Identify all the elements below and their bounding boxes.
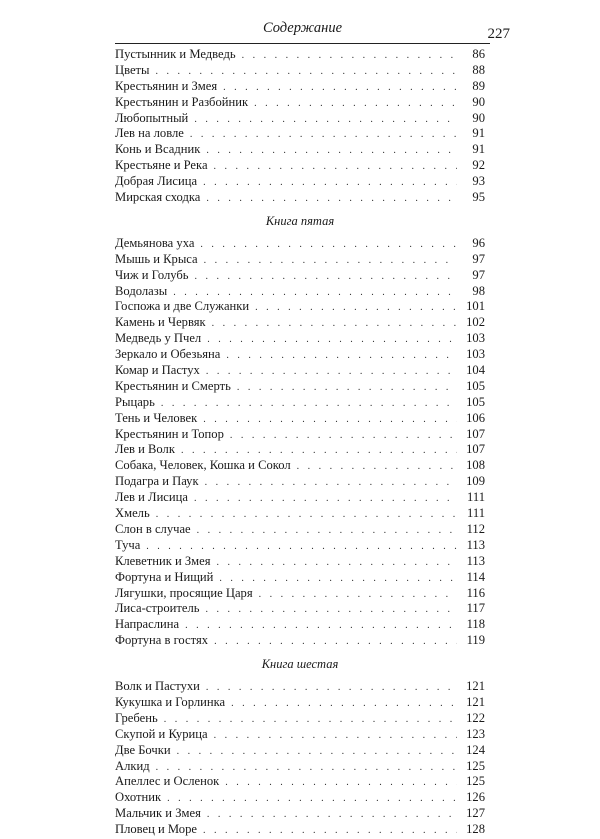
dot-leader — [237, 380, 457, 396]
toc-entry — [115, 711, 485, 727]
toc-entry — [115, 458, 485, 474]
toc-entry-page: 90 — [472, 94, 485, 109]
toc-entry — [115, 158, 485, 174]
toc-entry-page: 121 — [466, 679, 485, 694]
dot-leader — [190, 127, 457, 143]
toc-entry-title: Конь и Всадник — [115, 142, 201, 157]
toc-entry-page: 96 — [472, 235, 485, 250]
toc-entry-page: 95 — [472, 190, 485, 205]
toc-entry-page: 93 — [472, 174, 485, 189]
contents-title: Содержание — [262, 20, 343, 36]
toc-entry — [115, 554, 485, 570]
toc-entry-page: 103 — [466, 331, 485, 346]
toc-entry-page: 109 — [466, 474, 485, 489]
toc-entry — [115, 347, 485, 363]
dot-leader — [297, 459, 457, 475]
toc-entry-title: Фортуна в гостях — [115, 633, 209, 648]
toc-entry-page: 103 — [466, 347, 485, 362]
toc-entry-title: Мирская сходка — [115, 190, 201, 205]
toc-entry-title: Кукушка и Горлинка — [115, 694, 226, 709]
toc-entry-page: 108 — [466, 458, 485, 473]
toc-entry-title: Лягушки, просящие Царя — [115, 585, 253, 600]
toc-entry — [115, 268, 485, 284]
toc-entry-page: 97 — [472, 267, 485, 282]
toc-entry-title: Гребень — [115, 710, 158, 725]
toc-entry-title: Любопытный — [115, 110, 189, 125]
toc-entry — [115, 331, 485, 347]
toc-entry — [115, 570, 485, 586]
toc-section-book-five — [115, 206, 485, 649]
toc-entry-title: Крестьянин и Смерть — [115, 378, 231, 393]
toc-entry-title: Добрая Лисица — [115, 174, 198, 189]
toc-entry — [115, 617, 485, 633]
toc-entry — [115, 601, 485, 617]
toc-entry-page: 113 — [466, 553, 485, 568]
toc-entry-page: 86 — [472, 47, 485, 61]
dot-leader — [181, 443, 457, 459]
toc-entry-page: 111 — [467, 490, 485, 505]
toc-entry — [115, 95, 485, 111]
dot-leader — [242, 48, 457, 64]
toc-entry — [115, 236, 485, 252]
toc-entry — [115, 695, 485, 711]
dot-leader — [214, 728, 457, 744]
toc-entry — [115, 174, 485, 190]
toc-entry-page: 92 — [472, 158, 485, 173]
toc-entry-title: Демьянова уха — [115, 235, 195, 250]
table-of-contents — [115, 47, 485, 838]
toc-entry — [115, 126, 485, 142]
dot-leader — [194, 112, 457, 128]
toc-entry-page: 127 — [466, 806, 485, 821]
dot-leader — [214, 634, 457, 650]
dot-leader — [203, 823, 457, 839]
toc-entry-page: 107 — [466, 442, 485, 457]
section-heading-book-six: Книга шестая — [261, 657, 339, 672]
toc-entry-title: Лев на ловле — [115, 126, 184, 141]
toc-entry-page: 117 — [466, 601, 485, 616]
toc-entry — [115, 822, 485, 838]
toc-entry-title: Пловец и Море — [115, 822, 197, 837]
toc-entry-title: Зеркало и Обезьяна — [115, 347, 221, 362]
toc-entry-title: Туча — [115, 537, 141, 552]
dot-leader — [173, 285, 457, 301]
toc-entry-title: Водолазы — [115, 283, 168, 298]
toc-entry — [115, 790, 485, 806]
toc-entry-page: 125 — [466, 774, 485, 789]
toc-entry — [115, 506, 485, 522]
dot-leader — [204, 253, 457, 269]
toc-entry-title: Хмель — [115, 506, 150, 521]
toc-entry-title: Рыцарь — [115, 394, 155, 409]
toc-entry-title: Алкид — [115, 758, 150, 773]
toc-entry-title: Комар и Пастух — [115, 363, 200, 378]
toc-entry — [115, 47, 485, 63]
toc-entry-title: Лиса-строитель — [115, 601, 200, 616]
toc-entry-title: Подагра и Паук — [115, 474, 199, 489]
dot-leader — [254, 96, 457, 112]
section-heading-book-five: Книга пятая — [265, 213, 335, 228]
toc-entry-title: Слон в случае — [115, 521, 191, 536]
toc-entry-title: Медведь у Пчел — [115, 331, 202, 346]
dot-leader — [206, 680, 457, 696]
toc-entry — [115, 522, 485, 538]
toc-entry-title: Напраслина — [115, 617, 180, 632]
toc-entry-page: 119 — [466, 633, 485, 648]
dot-leader — [219, 571, 457, 587]
toc-entry — [115, 743, 485, 759]
toc-entry-title: Собака, Человек, Кошка и Сокол — [115, 458, 291, 473]
toc-entry — [115, 427, 485, 443]
toc-entry-title: Мышь и Крыса — [115, 251, 198, 266]
toc-entry-page: 88 — [472, 62, 485, 77]
toc-entry — [115, 284, 485, 300]
dot-leader — [230, 428, 457, 444]
toc-entry-title: Крестьяне и Река — [115, 158, 208, 173]
toc-entry — [115, 363, 485, 379]
toc-entry-title: Чиж и Голубь — [115, 267, 189, 282]
toc-entry — [115, 252, 485, 268]
toc-entry-title: Клеветник и Змея — [115, 553, 211, 568]
toc-entry-page: 105 — [466, 378, 485, 393]
dot-leader — [255, 300, 457, 316]
dot-leader — [223, 80, 457, 96]
toc-entry-title: Лев и Лисица — [115, 490, 188, 505]
dot-leader — [206, 364, 457, 380]
toc-entry-page: 98 — [472, 283, 485, 298]
dot-leader — [259, 587, 457, 603]
toc-list — [115, 47, 485, 206]
toc-entry — [115, 142, 485, 158]
toc-entry-page: 111 — [467, 506, 485, 521]
toc-entry-title: Скупой и Курица — [115, 726, 208, 741]
dot-leader — [167, 791, 457, 807]
toc-entry — [115, 633, 485, 649]
toc-section-continued — [115, 47, 485, 206]
running-head — [115, 18, 510, 44]
dot-leader — [185, 618, 457, 634]
toc-entry-page: 91 — [472, 142, 485, 157]
dot-leader — [207, 807, 457, 823]
toc-entry-title: Две Бочки — [115, 742, 171, 757]
toc-entry — [115, 774, 485, 790]
toc-entry — [115, 315, 485, 331]
toc-entry-title: Мальчик и Змея — [115, 806, 201, 821]
toc-entry-page: 105 — [466, 394, 485, 409]
header-rule — [115, 43, 490, 44]
dot-leader — [197, 523, 457, 539]
dot-leader — [206, 191, 457, 207]
toc-entry-title: Лев и Волк — [115, 442, 175, 457]
dot-leader — [156, 64, 457, 80]
toc-entry — [115, 474, 485, 490]
toc-entry-title: Фортуна и Нищий — [115, 569, 214, 584]
dot-leader — [207, 332, 457, 348]
toc-entry — [115, 111, 485, 127]
dot-leader — [156, 760, 457, 776]
toc-entry-page: 112 — [466, 521, 485, 536]
toc-entry-page: 107 — [466, 426, 485, 441]
toc-entry — [115, 379, 485, 395]
toc-section-book-six — [115, 649, 485, 838]
dot-leader — [203, 412, 457, 428]
dot-leader — [195, 269, 457, 285]
toc-entry-page: 128 — [466, 822, 485, 837]
toc-entry-page: 113 — [466, 537, 485, 552]
toc-entry-title: Цветы — [115, 62, 150, 77]
toc-entry-title: Крестьянин и Змея — [115, 78, 218, 93]
toc-entry — [115, 190, 485, 206]
page-number: 227 — [487, 26, 510, 42]
toc-entry-page: 101 — [466, 299, 485, 314]
dot-leader — [164, 712, 457, 728]
dot-leader — [203, 175, 457, 191]
toc-entry-page: 116 — [466, 585, 485, 600]
dot-leader — [200, 237, 457, 253]
toc-entry-page: 106 — [466, 410, 485, 425]
toc-entry — [115, 679, 485, 695]
toc-entry — [115, 586, 485, 602]
toc-entry-page: 122 — [466, 710, 485, 725]
toc-entry — [115, 395, 485, 411]
dot-leader — [205, 475, 457, 491]
toc-entry-page: 102 — [466, 315, 485, 330]
toc-entry — [115, 411, 485, 427]
dot-leader — [206, 602, 457, 618]
toc-entry-page: 126 — [466, 790, 485, 805]
toc-entry — [115, 806, 485, 822]
toc-entry-page: 104 — [466, 363, 485, 378]
dot-leader — [231, 696, 457, 712]
toc-entry — [115, 442, 485, 458]
dot-leader — [217, 555, 457, 571]
dot-leader — [194, 491, 457, 507]
toc-entry-page: 123 — [466, 726, 485, 741]
toc-entry — [115, 299, 485, 315]
toc-entry-page: 114 — [466, 569, 485, 584]
dot-leader — [161, 396, 457, 412]
toc-entry-title: Волк и Пастухи — [115, 679, 200, 694]
dot-leader — [146, 539, 457, 555]
toc-entry-page: 90 — [472, 110, 485, 125]
toc-entry-page: 125 — [466, 758, 485, 773]
toc-entry-title: Камень и Червяк — [115, 315, 206, 330]
dot-leader — [156, 507, 457, 523]
toc-entry-page: 121 — [466, 694, 485, 709]
toc-entry — [115, 727, 485, 743]
toc-entry-title: Госпожа и две Служанки — [115, 299, 250, 314]
toc-list — [115, 679, 485, 838]
toc-entry — [115, 490, 485, 506]
toc-entry — [115, 63, 485, 79]
dot-leader — [206, 143, 457, 159]
dot-leader — [226, 348, 457, 364]
toc-entry-title: Апеллес и Осленок — [115, 774, 220, 789]
toc-entry — [115, 538, 485, 554]
dot-leader — [212, 316, 457, 332]
toc-entry-title: Тень и Человек — [115, 410, 198, 425]
toc-entry-title: Крестьянин и Топор — [115, 426, 224, 441]
toc-entry-title: Крестьянин и Разбойник — [115, 94, 249, 109]
toc-entry-page: 97 — [472, 251, 485, 266]
dot-leader — [177, 744, 457, 760]
toc-entry-page: 89 — [472, 78, 485, 93]
dot-leader — [214, 159, 457, 175]
toc-entry — [115, 759, 485, 775]
toc-entry-page: 124 — [466, 742, 485, 757]
toc-entry-title: Пустынник и Медведь — [115, 47, 236, 61]
toc-entry — [115, 79, 485, 95]
dot-leader — [225, 775, 457, 791]
toc-entry-page: 91 — [472, 126, 485, 141]
toc-list — [115, 236, 485, 649]
toc-entry-page: 118 — [466, 617, 485, 632]
toc-entry-title: Охотник — [115, 790, 162, 805]
